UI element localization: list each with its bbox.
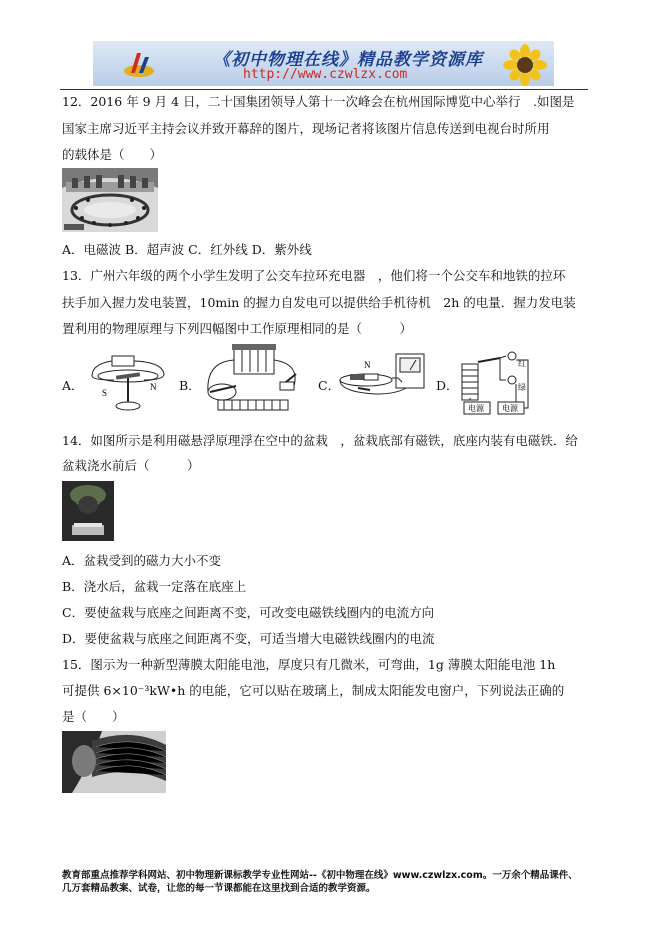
site-logo-icon	[123, 49, 155, 79]
footer-line1: 教育部重点推荐学科网站、初中物理新课标教学专业性网站--《初中物理在线》www.czwlzx.com。一万余个精品课件、	[62, 870, 578, 881]
q13-figure-b	[196, 342, 306, 418]
q14-text-line2: 盆栽浇水前后（ ）	[62, 458, 200, 473]
header-banner	[93, 41, 554, 86]
q13-option-b-label: B．	[179, 378, 201, 393]
q12-options: A．电磁波 B．超声波 C．红外线 D．紫外线	[62, 242, 312, 257]
q13-fig-c-n-label: N	[364, 360, 371, 370]
q12-text-line2: 国家主席习近平主持会议并致开幕辞的图片，现场记者将该图片信息传送到电视台时所用	[62, 121, 550, 136]
q15-text-line2: 可提供 6×10⁻³kW•h 的电能，它可以贴在玻璃上，制成太阳能发电窗户，下列说法正确的	[62, 683, 565, 698]
q12-text-line1: 12．2016 年 9 月 4 日，二十国集团领导人第十一次峰会在杭州国际博览中心举行 .如图是	[62, 94, 575, 109]
q15-text-line1: 15．图示为一种新型薄膜太阳能电池，厚度只有几微米，可弯曲，1g 薄膜太阳能电池 1h	[62, 657, 556, 672]
q13-text-line2: 扶手加入握力发电装置，10min 的握力自发电可以提供给手机待机 2h 的电量．握力发电装	[62, 295, 576, 310]
q13-fig-d-power1-label: 电源	[468, 404, 484, 413]
q13-option-d-label: D．	[436, 378, 459, 393]
q12-conference-photo	[62, 168, 158, 232]
q13-figure-c	[336, 350, 428, 414]
q13-figure-d	[458, 344, 534, 418]
footer-line2: 几万套精品教案、试卷，让您的每一节课都能在这里找到合适的教学资源。	[62, 883, 376, 894]
banner-url[interactable]: http://www.czwlzx.com	[243, 67, 408, 82]
q13-fig-a-s-label: S	[102, 388, 108, 398]
q13-fig-a-n-label: N	[150, 382, 157, 392]
q13-text-line3: 置利用的物理原理与下列四幅图中工作原理相同的是（ ）	[62, 321, 413, 336]
sunflower-icon	[502, 44, 548, 86]
q14-option-d: D．要使盆栽与底座之间距离不变，可适当增大电磁铁线圈内的电流	[62, 631, 435, 646]
q13-option-c-label: C．	[318, 378, 341, 393]
q14-option-c: C．要使盆栽与底座之间距离不变，可改变电磁铁线圈内的电流方向	[62, 605, 435, 620]
header-rule	[60, 89, 588, 90]
banner-title: 《初中物理在线》精品教学资源库	[213, 50, 483, 70]
q14-option-a: A．盆栽受到的磁力大小不变	[62, 553, 222, 568]
q13-fig-d-power2-label: 电源	[502, 404, 518, 413]
q14-levitating-plant-photo	[62, 481, 114, 541]
q13-option-a-label: A．	[62, 378, 84, 393]
q14-text-line1: 14．如图所示是利用磁悬浮原理浮在空中的盆栽 ，盆栽底部有磁铁，底座内装有电磁铁．给	[62, 433, 578, 448]
q15-text-line3: 是（ ）	[62, 709, 125, 724]
q14-option-b: B．浇水后，盆栽一定落在底座上	[62, 579, 247, 594]
q13-fig-d-green-label: 绿	[518, 383, 526, 392]
q12-text-line3: 的载体是（ ）	[62, 147, 163, 162]
q15-solar-film-photo	[62, 731, 166, 793]
q13-fig-d-red-label: 红	[518, 359, 526, 368]
q13-text-line1: 13．广州六年级的两个小学生发明了公交车拉环充电器 ，他们将一个公交车和地铁的拉环	[62, 268, 566, 283]
q13-figure-a	[84, 350, 176, 414]
